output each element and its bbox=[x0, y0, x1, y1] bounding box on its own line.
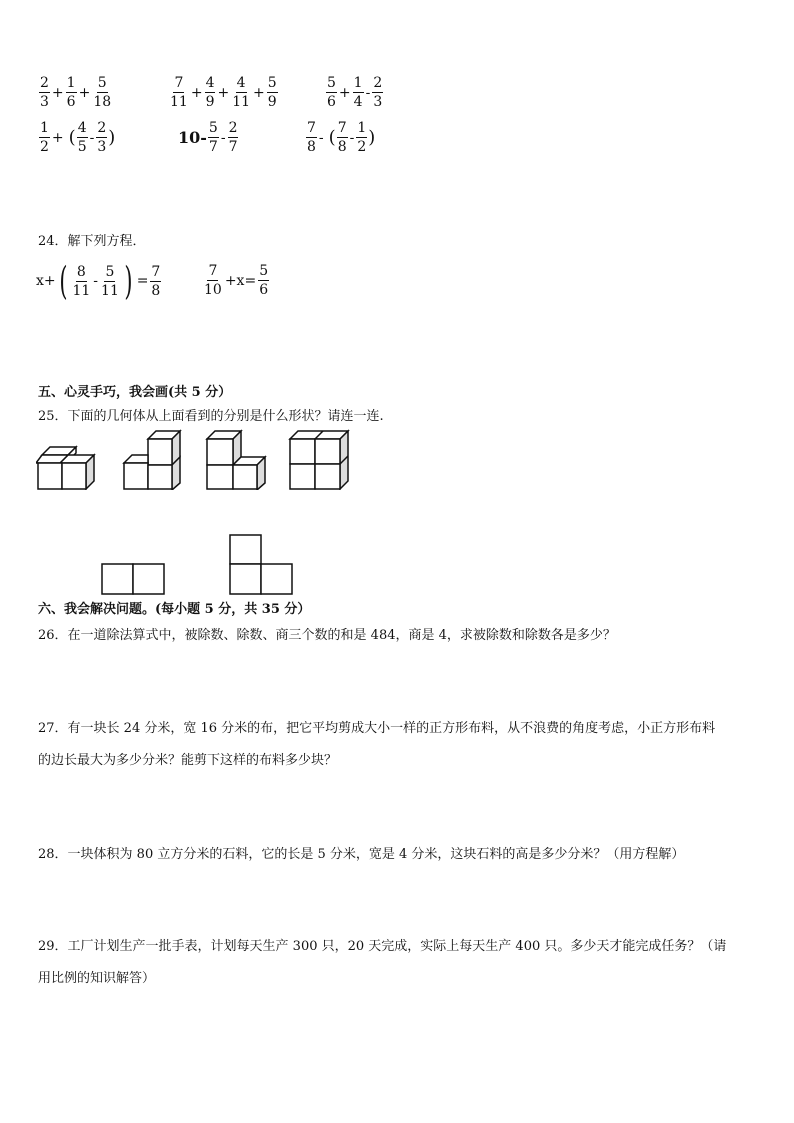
fraction: $\frac{5}{18}$ bbox=[93, 75, 112, 110]
question-28-text: 28．一块体积为 80 立方分米的石料，它的长是 5 分米，宽是 4 分米，这块石料的高是多少分米？（用方程解） bbox=[38, 847, 685, 862]
solid-figure-1 bbox=[36, 444, 102, 490]
top-view-shape-1 bbox=[100, 562, 166, 596]
fraction: $\frac{5}{6}$ bbox=[327, 75, 336, 110]
fraction: $\frac{8}{11}$ bbox=[72, 263, 91, 299]
section-6-heading: 六、我会解决问题。(每小题 5 分，共 35 分） bbox=[38, 602, 311, 617]
question-25-text: 25．下面的几何体从上面看到的分别是什么形状？请连一连. bbox=[38, 409, 384, 424]
fraction: $\frac{7}{8}$ bbox=[307, 120, 316, 155]
solid-figure-2 bbox=[120, 428, 186, 490]
calc-expression-2: $\frac{7}{11}$ + $\frac{4}{9}$ + $\frac{4}{11}$ + $\frac{5}{9}$ bbox=[170, 75, 277, 110]
fraction: $\frac{1}{2}$ bbox=[40, 120, 49, 155]
fraction: $\frac{7}{10}$ bbox=[204, 263, 222, 298]
fraction: $\frac{2}{3}$ bbox=[373, 75, 383, 110]
question-29-line-1: 29．工厂计划生产一批手表，计划每天生产 300 只，20 天完成，实际上每天生产 400 只。多少天才能完成任务？（请 bbox=[38, 939, 727, 954]
fraction: $\frac{2}{7}$ bbox=[228, 120, 238, 155]
fraction: $\frac{2}{3}$ bbox=[97, 120, 107, 155]
calc-expression-3: $\frac{5}{6}$ + $\frac{1}{4}$ - $\frac{2}{3}$ bbox=[327, 75, 383, 110]
calc-expression-5: 10- $\frac{5}{7}$ - $\frac{2}{7}$ bbox=[178, 120, 238, 155]
fraction: $\frac{5}{6}$ bbox=[259, 263, 269, 298]
equation-2: $\frac{7}{10}$ +x= $\frac{5}{6}$ bbox=[204, 263, 269, 298]
fraction: $\frac{1}{6}$ bbox=[66, 75, 76, 110]
fraction: $\frac{2}{3}$ bbox=[40, 75, 49, 110]
fraction: $\frac{4}{9}$ bbox=[205, 75, 215, 110]
calc-expression-6: $\frac{7}{8}$ - ( $\frac{7}{8}$ - $\frac{1}{2}$ ) bbox=[307, 120, 376, 155]
fraction: $\frac{5}{7}$ bbox=[208, 120, 218, 155]
fraction: $\frac{5}{9}$ bbox=[267, 75, 277, 110]
fraction: $\frac{5}{11}$ bbox=[101, 263, 119, 299]
calc-expression-4: $\frac{1}{2}$ + ( $\frac{4}{5}$ - $\frac{2}{3}$ ) bbox=[40, 120, 116, 155]
top-view-shape-2 bbox=[228, 533, 294, 596]
fraction: $\frac{7}{11}$ bbox=[170, 75, 188, 110]
solid-figure-4 bbox=[288, 428, 352, 490]
fraction: $\frac{4}{11}$ bbox=[232, 75, 251, 110]
calc-expression-1: $\frac{2}{3}$ + $\frac{1}{6}$ + $\frac{5}{18}$ bbox=[40, 75, 112, 110]
question-24-title: 24．解下列方程． bbox=[38, 234, 146, 249]
solid-figure-3 bbox=[205, 428, 271, 490]
fraction: $\frac{4}{5}$ bbox=[77, 120, 87, 155]
section-5-heading: 五、心灵手巧，我会画(共 5 分） bbox=[38, 385, 232, 400]
equation-1: x+ ( $\frac{8}{11}$ - $\frac{5}{11}$ ) = $\frac{7}{8}$ bbox=[36, 259, 161, 303]
question-29-line-2: 用比例的知识解答） bbox=[38, 971, 156, 986]
question-27-line-1: 27．有一块长 24 分米，宽 16 分米的布，把它平均剪成大小一样的正方形布料，从不浪费的角度考虑，小正方形布料 bbox=[38, 721, 716, 736]
question-26-text: 26．在一道除法算式中，被除数、除数、商三个数的和是 484，商是 4，求被除数和除数各是多少？ bbox=[38, 628, 616, 643]
fraction: $\frac{7}{8}$ bbox=[337, 120, 347, 155]
fraction: $\frac{1}{4}$ bbox=[353, 75, 363, 110]
question-27-line-2: 的边长最大为多少分米？能剪下这样的布料多少块？ bbox=[38, 753, 338, 768]
fraction: $\frac{1}{2}$ bbox=[357, 120, 367, 155]
fraction: $\frac{7}{8}$ bbox=[151, 263, 161, 299]
